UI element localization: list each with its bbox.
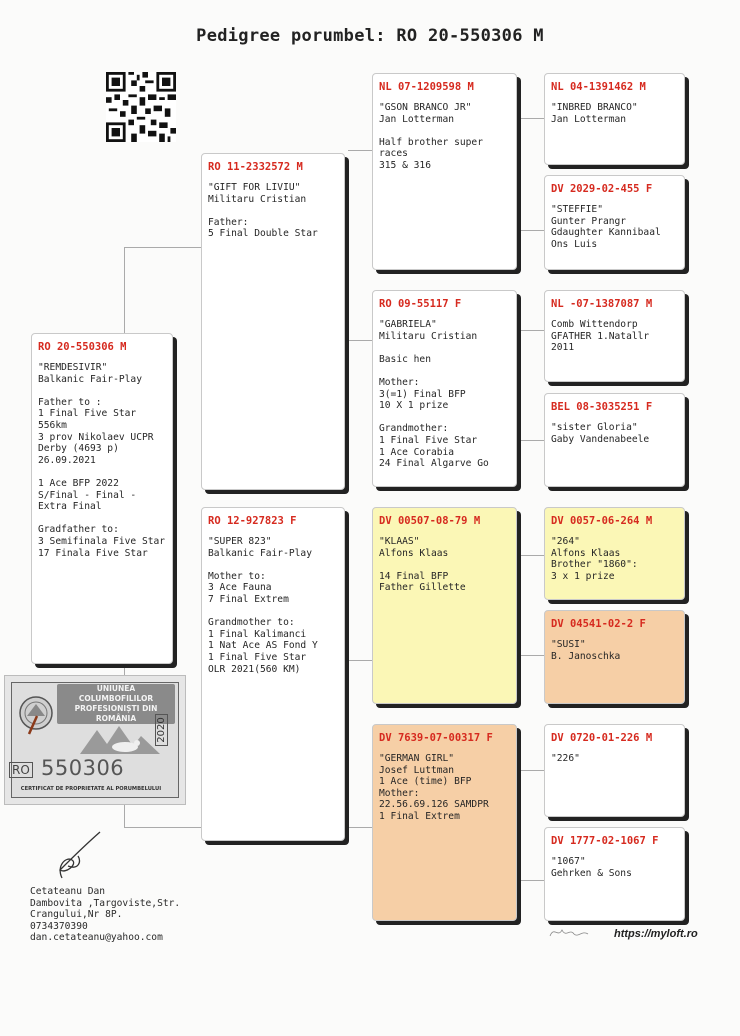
owner-contact: Cetateanu Dan Dambovita ,Targoviste,Str. Crangului,Nr 8P. 0734370390 dan.cetateanu@yahoo.com (30, 886, 181, 944)
connector-line (124, 827, 201, 828)
pigeon-details: "STEFFIE" Gunter Prangr Gdaughter Kannibaal Ons Luis (551, 204, 661, 250)
certificate-organization: UNIUNEA COLUMBOFILILOR PROFESIONIȘTI DIN ROMÂNIA (57, 684, 175, 724)
pigeon-image-icon (75, 720, 165, 758)
pigeon-details: "sister Gloria" Gaby Vandenabeele (551, 422, 650, 445)
sss-card (544, 73, 685, 165)
connector-line (520, 230, 544, 231)
emblem-icon (17, 694, 55, 736)
ring-number: NL 07-1209598 M (379, 81, 474, 93)
certificate-country: RO (9, 762, 33, 778)
ring-number: BEL 08-3035251 F (551, 401, 653, 413)
ring-number: DV 1777-02-1067 F (551, 835, 659, 847)
ring-number: DV 04541-02-2 F (551, 618, 646, 630)
ownership-certificate (4, 675, 186, 805)
signature-icon (48, 826, 108, 884)
dam-sire-card (372, 507, 517, 704)
connector-line (520, 440, 544, 441)
pigeon-details: "INBRED BRANCO" Jan Lotterman (551, 102, 638, 125)
connector-line (520, 330, 544, 331)
pigeon-details: "226" (551, 753, 580, 764)
certificate-year: 2020 (155, 714, 168, 746)
sdd-card (544, 393, 685, 487)
connector-line (348, 660, 372, 661)
certificate-ring-number: 550306 (41, 756, 125, 780)
connector-line (348, 150, 372, 151)
pigeon-details: "GABRIELA" Militaru Cristian Basic hen Mother: 3(=1) Final BFP 10 X 1 prize Grandmother: 1 Final Five Star 1 Ace Corabia 24 Final Algarve Go (379, 319, 489, 470)
ring-number: RO 20-550306 M (38, 341, 127, 353)
pigeon-details: "GSON BRANCO JR" Jan Lotterman Half brother super races 315 & 316 (379, 102, 483, 171)
sire-dam-card (372, 290, 517, 487)
connector-line (124, 804, 125, 827)
ring-number: RO 09-55117 F (379, 298, 462, 310)
pigeon-details: "1067" Gehrken & Sons (551, 856, 632, 879)
pigeon-details: "SUSI" B. Janoschka (551, 639, 621, 662)
connector-line (348, 340, 372, 341)
pigeon-details: "GERMAN GIRL" Josef Luttman 1 Ace (time) BFP Mother: 22.56.69.126 SAMDPR 1 Final Extrem (379, 753, 489, 822)
ring-number: NL 04-1391462 M (551, 81, 646, 93)
small-signature-icon (548, 924, 594, 940)
ring-number: RO 12-927823 F (208, 515, 297, 527)
connector-line (520, 555, 544, 556)
dss-card (544, 507, 685, 600)
pigeon-details: Comb Wittendorp GFATHER 1.Natallr 2011 (551, 319, 650, 354)
connector-line (520, 655, 544, 656)
sire-card (201, 153, 345, 490)
ring-number: DV 7639-07-00317 F (379, 732, 493, 744)
connector-line (520, 770, 544, 771)
ddd-card (544, 827, 685, 921)
dsd-card (544, 610, 685, 704)
dam-card (201, 507, 345, 841)
certificate-caption: CERTIFICAT DE PROPRIETATE AL PORUMBELULUI (20, 786, 162, 792)
connector-line (520, 880, 544, 881)
pigeon-details: "GIFT FOR LIVIU" Militaru Cristian Father: 5 Final Double Star (208, 182, 318, 240)
dds-card (544, 724, 685, 817)
connector-line (520, 118, 544, 119)
pigeon-details: "REMDESIVIR" Balkanic Fair-Play Father to : 1 Final Five Star 556km 3 prov Nikolaev UCPR Derby (4693 p) 26.09.2021 1 Ace BFP 2022 S/Final - Final - Extra Final Gradfather to: 3 Semifinala Five Star 17 Finala Five Star (38, 362, 166, 559)
ring-number: DV 0057-06-264 M (551, 515, 653, 527)
website-link[interactable]: https://myloft.ro (614, 928, 698, 940)
ring-number: RO 11-2332572 M (208, 161, 303, 173)
connector-line (348, 827, 372, 828)
pigeon-details: "SUPER 823" Balkanic Fair-Play Mother to: 3 Ace Fauna 7 Final Extrem Grandmother to: 1 Final Kalimanci 1 Nat Ace AS Fond Y 1 Final Five Star OLR 2021(560 KM) (208, 536, 318, 675)
sire-sire-card (372, 73, 517, 270)
dam-dam-card (372, 724, 517, 921)
ssd-card (544, 175, 685, 270)
pigeon-details: "KLAAS" Alfons Klaas 14 Final BFP Father Gillette (379, 536, 466, 594)
qr-code-icon (106, 72, 176, 142)
pigeon-details: "264" Alfons Klaas Brother "1860": 3 x 1 prize (551, 536, 638, 582)
connector-line (124, 247, 201, 248)
ring-number: DV 00507-08-79 M (379, 515, 481, 527)
ring-number: NL -07-1387087 M (551, 298, 653, 310)
ring-number: DV 0720-01-226 M (551, 732, 653, 744)
page-title: Pedigree porumbel: RO 20-550306 M (196, 26, 544, 46)
subject-card (31, 333, 173, 664)
sds-card (544, 290, 685, 382)
ring-number: DV 2029-02-455 F (551, 183, 653, 195)
connector-line (124, 247, 125, 334)
